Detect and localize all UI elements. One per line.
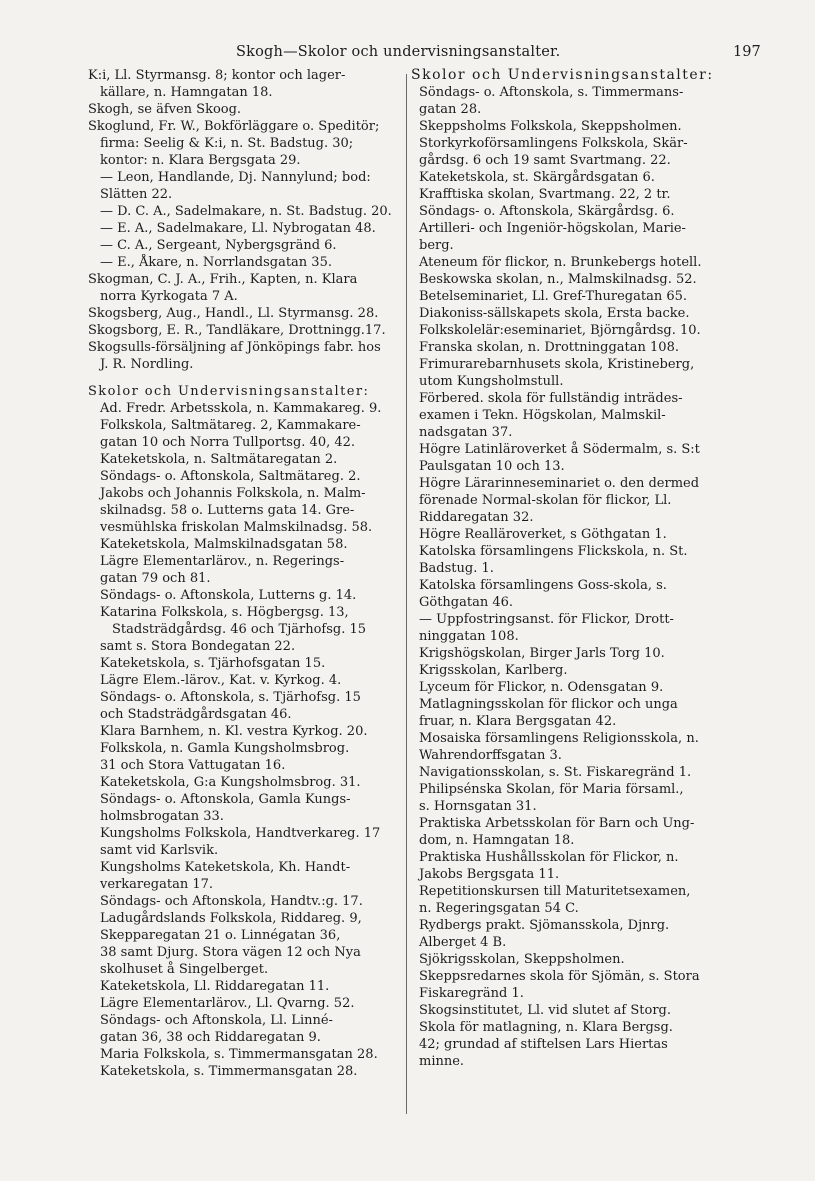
text-line: examen i Tekn. Högskolan, Malmskil- [419,408,666,423]
text-line: Skeppsholms Folkskola, Skeppsholmen. [419,119,682,134]
text-line: Betelseminariet, Ll. Gref-Thuregatan 65. [419,289,688,304]
text-line: Katolska församlingens Flickskola, n. St. [419,544,688,559]
text-line: Kateketskola, s. Tjärhofsgatan 15. [100,656,326,671]
text-line: Lyceum för Flickor, n. Odensgatan 9. [419,680,664,695]
text-line: firma: Seelig & K:i, n. St. Badstug. 30; [100,136,354,151]
right-column [407,67,763,1070]
text-line: Folkskolelär:eseminariet, Björngårdsg. 10. [419,323,701,338]
text-line: Maria Folkskola, s. Timmermansgatan 28. [100,1047,378,1062]
text-line: Diakoniss-sällskapets skola, Ersta backe. [419,306,690,321]
section-heading: Skolor och Undervisningsanstalter: [411,67,714,83]
text-line: dom, n. Hamngatan 18. [419,833,575,848]
text-line: Riddaregatan 32. [419,510,534,525]
text-line: Ladugårdslands Folkskola, Riddareg. 9, [100,911,362,926]
text-line: och Stadsträdgårdsgatan 46. [100,707,292,722]
text-line: Skogsulls-försäljning af Jönköpings fabr. hos [88,340,381,355]
text-line: Skoglund, Fr. W., Bokförläggare o. Speditör; [88,119,380,134]
text-line: Kateketskola, st. Skärgårdsgatan 6. [419,170,655,185]
text-line: Navigationsskolan, s. St. Fiskaregränd 1. [419,765,692,780]
text-line: Kateketskola, Ll. Riddaregatan 11. [100,979,330,994]
text-line: Katolska församlingens Goss-skola, s. [419,578,667,593]
text-line: Paulsgatan 10 och 13. [419,459,565,474]
blank-line [88,373,404,383]
text-line: Wahrendorffsgatan 3. [419,748,562,763]
text-line: samt vid Karlsvik. [100,843,219,858]
text-line: Rydbergs prakt. Sjömansskola, Djnrg. [419,918,670,933]
text-line: Repetitionskursen till Maturitetsexamen, [419,884,691,899]
running-title: Skogh—Skolor och undervisningsanstalter. [236,44,561,60]
text-line: Skepparegatan 21 o. Linnégatan 36, [100,928,341,943]
text-line: Artilleri- och Ingeniör-högskolan, Marie- [419,221,686,236]
text-line: Katarina Folkskola, s. Högbergsg. 13, [100,605,349,620]
text-line: — C. A., Sergeant, Nybergsgränd 6. [100,238,337,253]
text-line: Ateneum för flickor, n. Brunkebergs hotell. [419,255,702,270]
page-header [0,44,815,66]
text-line: s. Hornsgatan 31. [419,799,537,814]
text-line: skolhuset å Singelberget. [100,962,269,977]
text-line: — Uppfostringsanst. för Flickor, Drott- [419,612,674,627]
text-line: Kungsholms Folkskola, Handtverkareg. 17 [100,826,381,841]
text-line: Lägre Elementarlärov., Ll. Qvarng. 52. [100,996,355,1011]
text-line: Högre Realläroverket, s Göthgatan 1. [419,527,667,542]
text-line: Fiskaregränd 1. [419,986,524,1001]
text-line: Kateketskola, G:a Kungsholmsbrog. 31. [100,775,361,790]
text-line: Folkskola, Saltmätareg. 2, Kammakare- [100,418,361,433]
text-line: vesmühlska friskolan Malmskilnadsg. 58. [100,520,373,535]
text-line: Krigshögskolan, Birger Jarls Torg 10. [419,646,665,661]
text-line: gatan 28. [419,102,482,117]
text-line: K:i, Ll. Styrmansg. 8; kontor och lager- [88,68,346,83]
text-line: kontor: n. Klara Bergsgata 29. [100,153,301,168]
text-line: Göthgatan 46. [419,595,514,610]
text-line: Skogh, se äfven Skoog. [88,102,242,117]
text-line: Jakobs Bergsgata 11. [419,867,560,882]
text-line: Söndags- och Aftonskola, Handtv.:g. 17. [100,894,363,909]
text-line: samt s. Stora Bondegatan 22. [100,639,296,654]
text-line: Skogsborg, E. R., Tandläkare, Drottningg.17. [88,323,386,338]
text-line: Söndags- o. Aftonskola, Saltmätareg. 2. [100,469,361,484]
text-line: Högre Latinläroverket å Södermalm, s. S:t [419,442,700,457]
text-line: — E. A., Sadelmakare, Ll. Nybrogatan 48. [100,221,376,236]
text-line: Skogsinstitutet, Ll. vid slutet af Storg. [419,1003,671,1018]
text-line: Slätten 22. [100,187,173,202]
text-line: Skeppsredarnes skola för Sjömän, s. Stora [419,969,700,984]
text-line: utom Kungsholmstull. [419,374,564,389]
text-line: holmsbrogatan 33. [100,809,224,824]
section-heading: Skolor och Undervisningsanstalter: [88,384,370,399]
text-line: gatan 79 och 81. [100,571,211,586]
text-line: J. R. Nordling. [100,357,194,372]
text-line: Kateketskola, s. Timmermansgatan 28. [100,1064,358,1079]
text-line: norra Kyrkogata 7 A. [100,289,238,304]
text-line: Söndags- o. Aftonskola, Gamla Kungs- [100,792,351,807]
text-line: Matlagningsskolan för flickor och unga [419,697,678,712]
text-line: verkaregatan 17. [100,877,214,892]
text-line: berg. [419,238,454,253]
text-line: Krafftiska skolan, Svartmang. 22, 2 tr. [419,187,671,202]
text-line: Alberget 4 B. [419,935,507,950]
page-number: 197 [733,44,761,60]
text-line: Förbered. skola för fullständig inträdes- [419,391,683,406]
text-line: Stadsträdgårdsg. 46 och Tjärhofsg. 15 [112,622,367,637]
text-line: gårdsg. 6 och 19 samt Svartmang. 22. [419,153,671,168]
text-line: Söndags- o. Aftonskola, Skärgårdsg. 6. [419,204,675,219]
text-line: Krigsskolan, Karlberg. [419,663,568,678]
text-line: Klara Barnhem, n. Kl. vestra Kyrkog. 20. [100,724,368,739]
text-line: Storkyrkoförsamlingens Folkskola, Skär- [419,136,688,151]
text-line: nadsgatan 37. [419,425,513,440]
text-line: Söndags- o. Aftonskola, Lutterns g. 14. [100,588,357,603]
text-line: Kateketskola, n. Saltmätaregatan 2. [100,452,338,467]
text-line: Kungsholms Kateketskola, Kh. Handt- [100,860,351,875]
text-line: Franska skolan, n. Drottninggatan 108. [419,340,679,355]
text-line: Frimurarebarnhusets skola, Kristineberg, [419,357,695,372]
text-line: källare, n. Hamngatan 18. [100,85,273,100]
text-line: Söndags- och Aftonskola, Ll. Linné- [100,1013,333,1028]
text-line: Badstug. 1. [419,561,494,576]
text-line: Jakobs och Johannis Folkskola, n. Malm- [100,486,366,501]
text-line: Ad. Fredr. Arbetsskola, n. Kammakareg. 9. [100,401,382,416]
text-line: Philipsénska Skolan, för Maria församl., [419,782,684,797]
text-line: n. Regeringsgatan 54 C. [419,901,579,916]
text-line: Lägre Elementarlärov., n. Regerings- [100,554,345,569]
text-line: gatan 36, 38 och Riddaregatan 9. [100,1030,321,1045]
text-line: Söndags- o. Aftonskola, s. Timmermans- [419,85,684,100]
text-line: gatan 10 och Norra Tullportsg. 40, 42. [100,435,356,450]
text-line: Kateketskola, Malmskilnadsgatan 58. [100,537,348,552]
text-line: Lägre Elem.-lärov., Kat. v. Kyrkog. 4. [100,673,342,688]
text-line: förenade Normal-skolan för flickor, Ll. [419,493,672,508]
text-line: Söndags- o. Aftonskola, s. Tjärhofsg. 15 [100,690,361,705]
text-line: Högre Lärarinneseminariet o. den dermed [419,476,700,491]
text-line: skilnadsg. 58 o. Lutterns gata 14. Gre- [100,503,355,518]
text-line: Skola för matlagning, n. Klara Bergsg. [419,1020,673,1035]
text-line: Sjökrigsskolan, Skeppsholmen. [419,952,625,967]
text-line: — E., Åkare, n. Norrlandsgatan 35. [100,255,332,270]
text-line: minne. [419,1054,465,1069]
text-line: ninggatan 108. [419,629,519,644]
text-line: fruar, n. Klara Bergsgatan 42. [419,714,617,729]
text-line: Skogman, C. J. A., Frih., Kapten, n. Klara [88,272,358,287]
text-line: Praktiska Arbetsskolan för Barn och Ung- [419,816,695,831]
text-line: — D. C. A., Sadelmakare, n. St. Badstug. 20. [100,204,392,219]
text-line: Praktiska Hushållsskolan för Flickor, n. [419,850,679,865]
text-line: — Leon, Handlande, Dj. Nannylund; bod: [100,170,371,185]
text-line: Mosaiska församlingens Religionsskola, n. [419,731,699,746]
left-column [88,67,404,1080]
text-line: Folkskola, n. Gamla Kungsholmsbrog. [100,741,350,756]
text-line: Skogsberg, Aug., Handl., Ll. Styrmansg. 28. [88,306,379,321]
text-line: 38 samt Djurg. Stora vägen 12 och Nya [100,945,361,960]
text-line: 31 och Stora Vattugatan 16. [100,758,286,773]
text-line: Beskowska skolan, n., Malmskilnadsg. 52. [419,272,697,287]
text-line: 42; grundad af stiftelsen Lars Hiertas [419,1037,668,1052]
